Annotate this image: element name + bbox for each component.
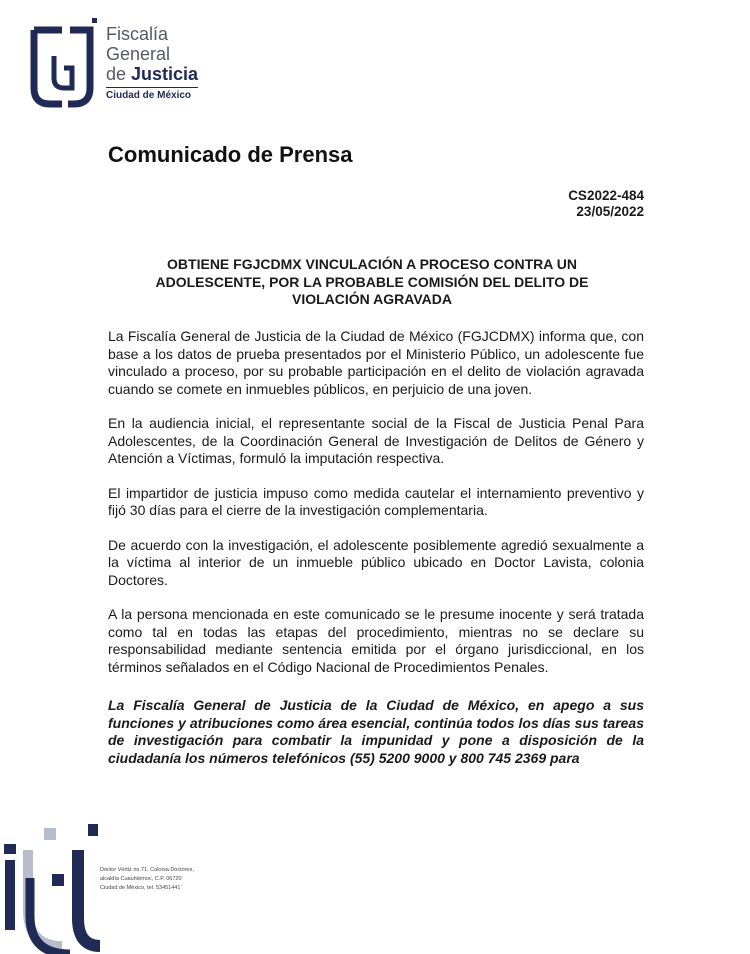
logo-line-3 bbox=[106, 64, 198, 84]
fgj-logo bbox=[28, 16, 208, 108]
footer-logo-mark-icon bbox=[0, 820, 100, 954]
logo-subtitle: Ciudad de México bbox=[106, 90, 192, 101]
logo-divider bbox=[106, 87, 198, 88]
logo-line-3-prefix: de bbox=[106, 64, 132, 84]
footer-address-line-2: alcaldía Cuauhtémoc, C.P. 06720 bbox=[100, 876, 182, 882]
paragraph-2: En la audiencia inicial, el representante social de la Fiscal de Justicia Penal Para Adolescentes, de la Coordinación General de Investigación de Delitos de Género y Atención a Víctimas, formuló la imputación respectiva. bbox=[108, 415, 644, 466]
document-title: Comunicado de Prensa bbox=[108, 142, 353, 167]
footer-address-line-3: Ciudad de México, tel. 53451441 bbox=[100, 885, 181, 891]
document-date: 23/05/2022 bbox=[576, 204, 644, 219]
press-body bbox=[108, 328, 644, 784]
footer-address-line-1: Doctor Vértiz no.71, Colonia Doctores, bbox=[100, 867, 194, 873]
closing-paragraph: La Fiscalía General de Justicia de la Ciudad de México, en apego a sus funciones y atribuciones como área esencial, continúa todos los días sus tareas de investigación para combatir la impunidad y pone a disposición de la ciudadanía los números telefónicos (55) 5200 9000 y 800 745 2369 para bbox=[108, 697, 644, 766]
paragraph-5: A la persona mencionada en este comunicado se le presume inocente y será tratada como tal en todas las etapas del procedimiento, mientras no se declare su responsabilidad mediante sentencia emitida por el órgano jurisdiccional, en los términos señalados en el Código Nacional de Procedimientos Penales. bbox=[108, 606, 644, 675]
paragraph-3: El impartidor de justicia impuso como medida cautelar el internamiento preventivo y fijó 30 días para el cierre de la investigación complementaria. bbox=[108, 484, 644, 518]
footer-address bbox=[100, 866, 194, 893]
paragraph-1: La Fiscalía General de Justicia de la Ciudad de México (FGJCDMX) informa que, con base a los datos de prueba presentados por el Ministerio Público, un adolescente fue vinculado a proceso, por su probable participación en el delito de violación agravada cuando se comete en inmuebles públicos, en perjuicio de una joven. bbox=[108, 328, 644, 397]
document-code: CS2022-484 bbox=[568, 188, 644, 203]
logo-line-1: Fiscalía bbox=[106, 24, 169, 44]
paragraph-4: De acuerdo con la investigación, el adolescente posiblemente agredió sexualmente a la víctima al interior de un inmueble público ubicado en Doctor Lavista, colonia Doctores. bbox=[108, 536, 644, 588]
logo-line-3-bold: Justicia bbox=[131, 64, 199, 84]
fgj-logo-mark-icon bbox=[28, 16, 100, 108]
logo-line-2: General bbox=[106, 44, 171, 64]
document-meta bbox=[568, 188, 644, 220]
press-headline: OBTIENE FGJCDMX VINCULACIÓN A PROCESO CONTRA UN ADOLESCENTE, POR LA PROBABLE COMISIÓN DEL DELITO DE VIOLACIÓN AGRAVADA bbox=[155, 256, 589, 307]
fgj-logo-text bbox=[106, 24, 198, 101]
